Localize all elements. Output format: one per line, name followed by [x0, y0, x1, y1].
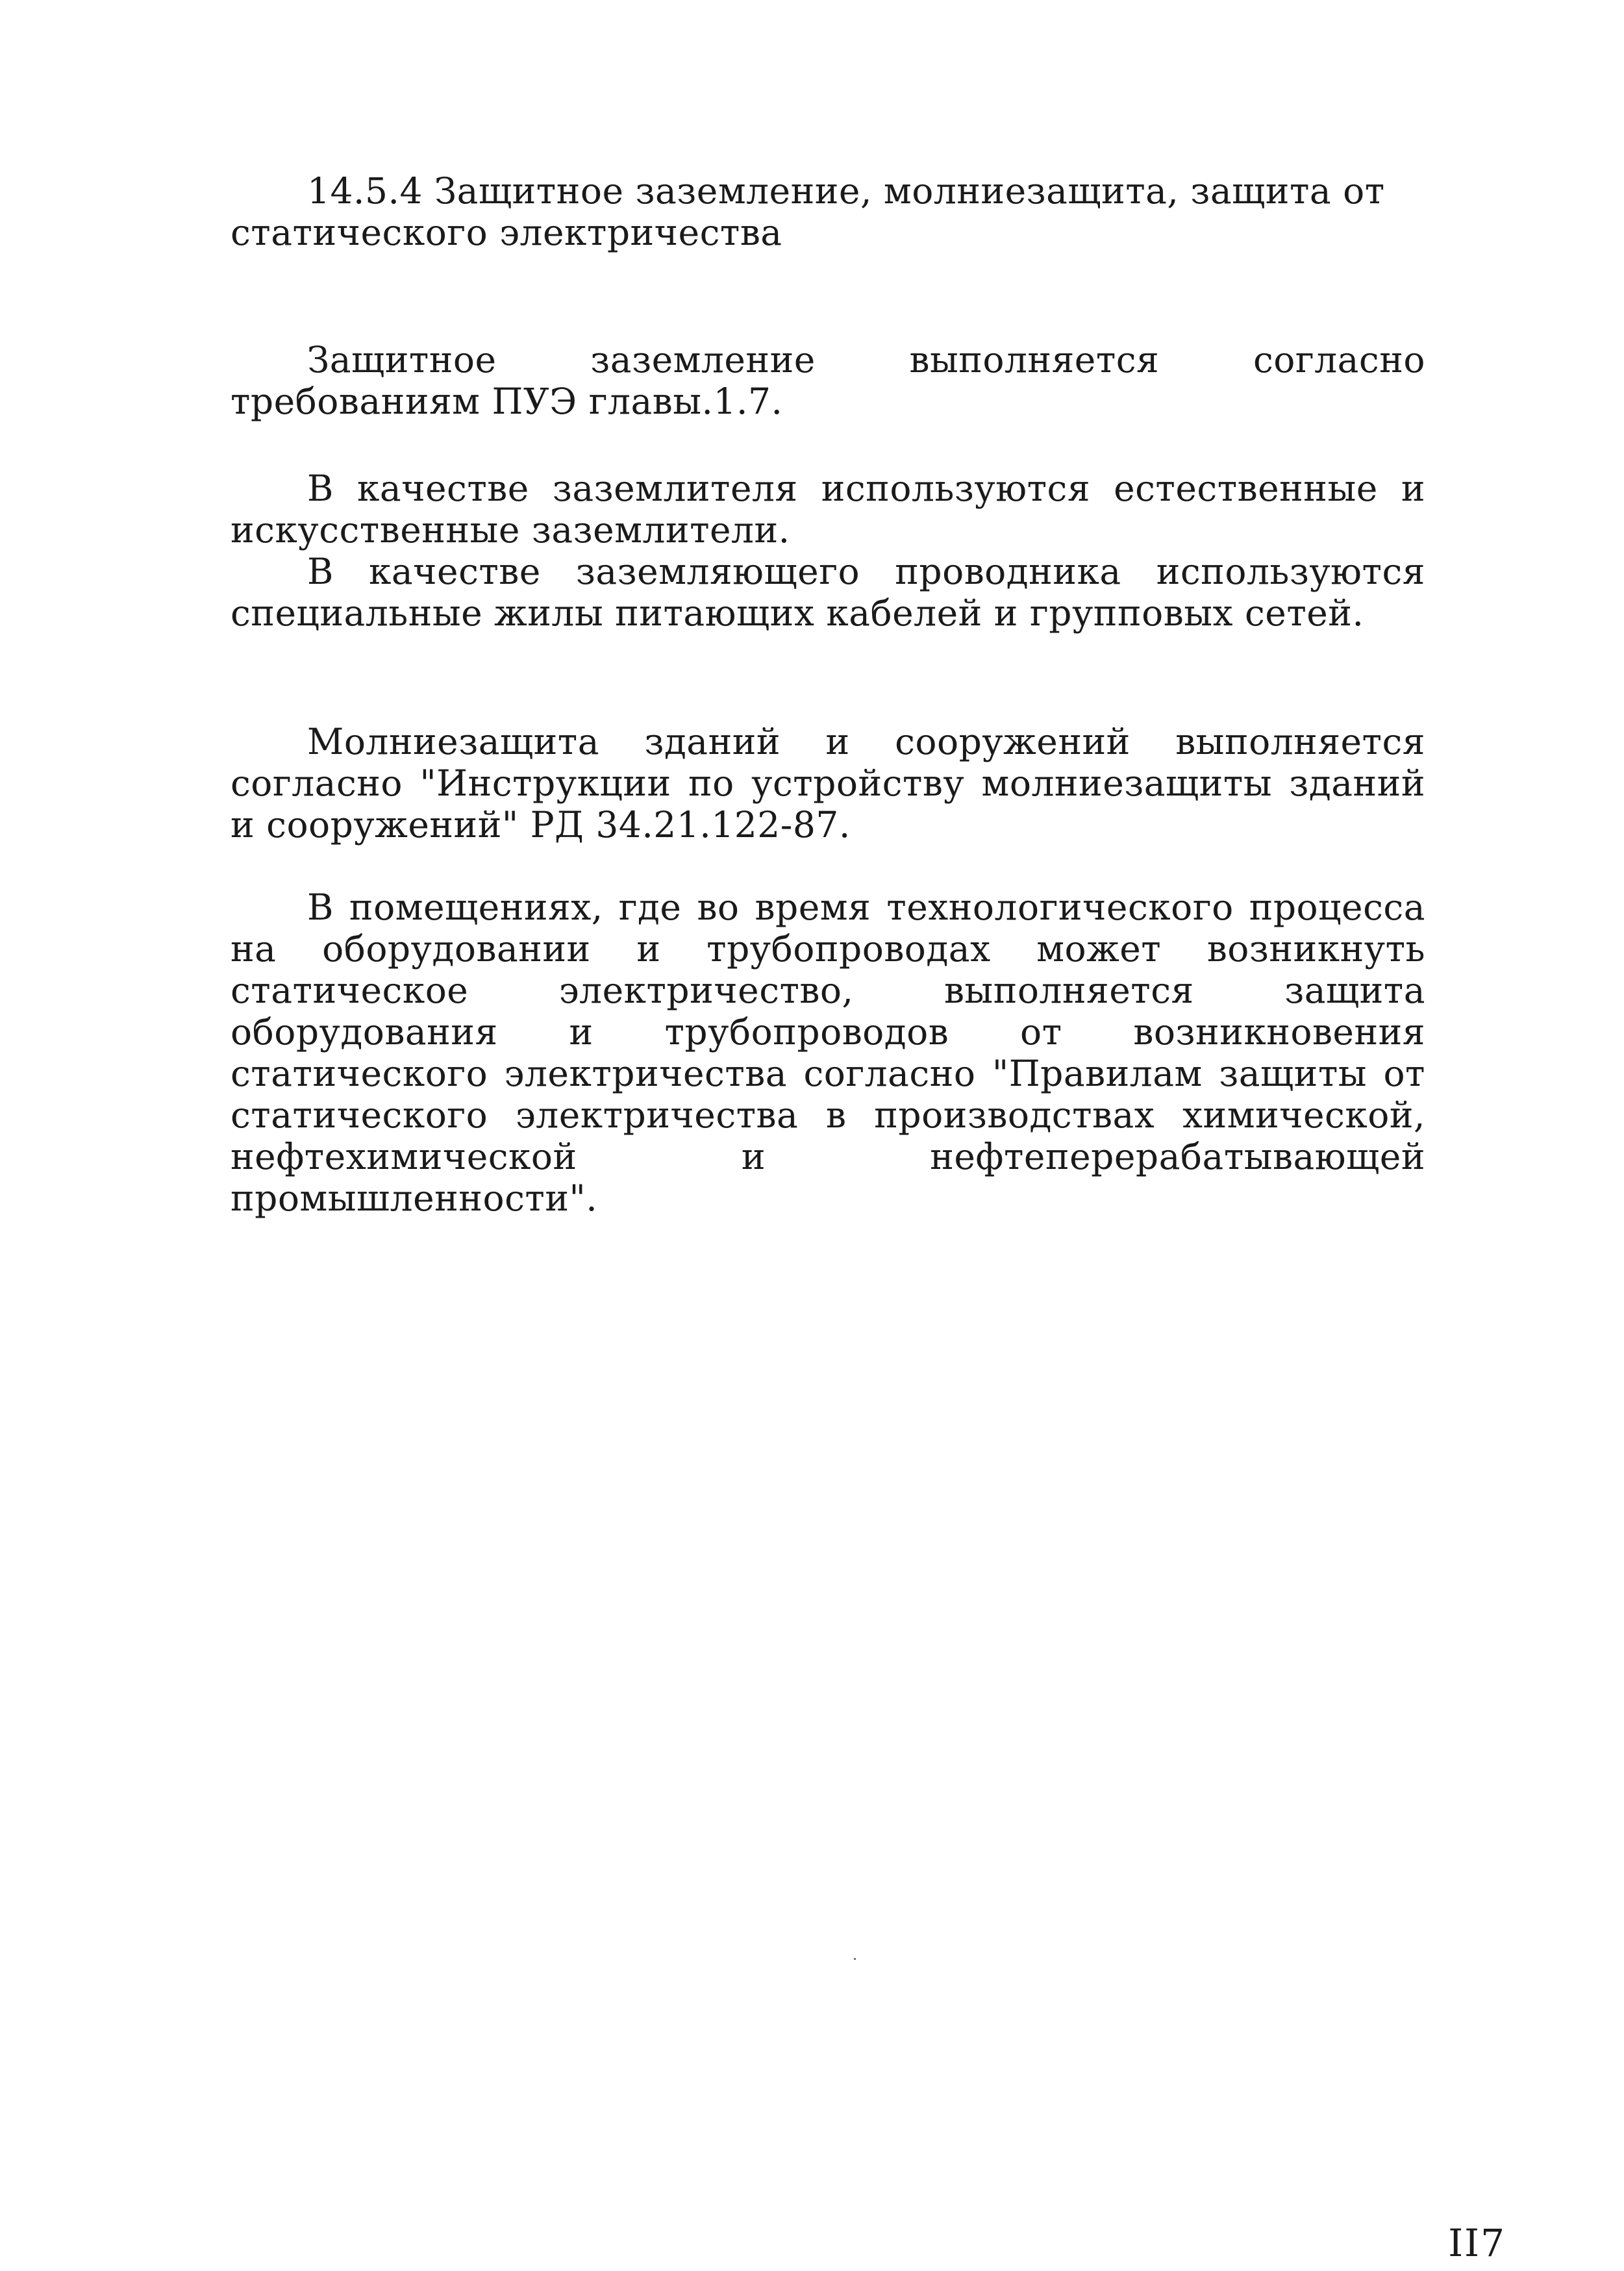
- paragraph-text: Молниезащита зданий и сооружений выполняется согласно "Инструкции по устройству молниезащиты зданий и сооружений" РД 34.21.122-87.: [231, 721, 1425, 846]
- paragraph-text: Защитное заземление выполняется согласно требованиям ПУЭ главы.1.7.: [231, 339, 1425, 422]
- page-number: II7: [1448, 2221, 1506, 2265]
- paragraph-text: В качестве заземляющего проводника используются специальные жилы питающих кабелей и групповых сетей.: [231, 551, 1425, 634]
- section-heading: [231, 170, 1425, 253]
- section-heading-line1: 14.5.4 Защитное заземление, молниезащита, защита от: [307, 170, 1385, 212]
- paragraph-static-electricity: [231, 886, 1425, 1219]
- paragraph-lightning-protection: [231, 721, 1425, 846]
- section-heading-line2: статического электричества: [231, 212, 782, 253]
- paragraph-group-electrodes: [231, 468, 1425, 634]
- paragraph-text: В качестве заземлителя используются естественные и искусственные заземлители.: [231, 468, 1425, 551]
- paragraph-grounding: [231, 339, 1425, 422]
- paragraph-text: В помещениях, где во время технологического процесса на оборудовании и трубопроводах может возникнуть статическое электричество, выполняется защита оборудования и трубопроводов от возникновения статического электричества согласно "Правилам защиты от статического электричества в производствах химической, нефтехимической и нефтеперерабатывающей промышленности".: [231, 886, 1425, 1219]
- scan-speck: [854, 1958, 856, 1960]
